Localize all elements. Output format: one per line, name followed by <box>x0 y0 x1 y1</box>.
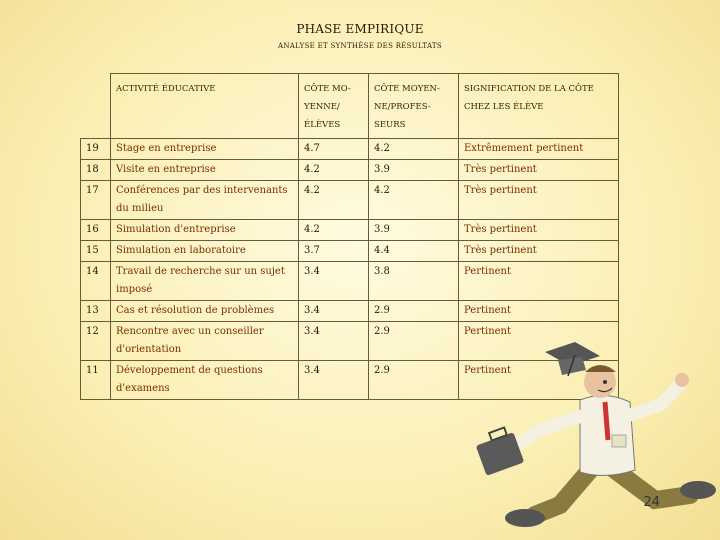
cell-profs: 2.9 <box>369 361 459 400</box>
cell-rank: 17 <box>81 181 111 220</box>
cell-signification: Très pertinent <box>459 181 619 220</box>
cell-profs: 4.2 <box>369 181 459 220</box>
table-row <box>81 181 619 220</box>
cell-eleves: 4.7 <box>299 139 369 160</box>
header-profs: CÔTE MOYEN- NE/PROFES- SEURS <box>369 74 459 139</box>
head-shape <box>584 365 616 398</box>
cell-eleves: 3.4 <box>299 262 369 301</box>
header-activity: ACTIVITÉ ÉDUCATIVE <box>111 74 299 139</box>
cell-profs: 3.9 <box>369 160 459 181</box>
cell-signification: Extrêmement pertinent <box>459 139 619 160</box>
legs-shape <box>505 470 716 527</box>
cell-rank: 19 <box>81 139 111 160</box>
cell-activity: Développement de questions d'examens <box>111 361 299 400</box>
table-header-row <box>81 74 619 139</box>
cell-profs: 3.8 <box>369 262 459 301</box>
cell-eleves: 3.4 <box>299 301 369 322</box>
cell-activity: Rencontre avec un conseiller d'orientation <box>111 322 299 361</box>
cell-activity: Conférences par des intervenants du milieu <box>111 181 299 220</box>
cell-profs: 4.4 <box>369 241 459 262</box>
cell-activity: Simulation en laboratoire <box>111 241 299 262</box>
header-signification: SIGNIFICATION DE LA CÔTE CHEZ LES ÉLÈVE <box>459 74 619 139</box>
page-number: 24 <box>643 495 660 510</box>
page-title: PHASE EMPIRIQUE <box>296 22 424 36</box>
table-row <box>81 301 619 322</box>
cell-rank: 14 <box>81 262 111 301</box>
cell-activity: Travail de recherche sur un sujet imposé <box>111 262 299 301</box>
cell-activity: Stage en entreprise <box>111 139 299 160</box>
header-rank <box>81 74 111 139</box>
briefcase-icon <box>476 428 525 476</box>
cell-signification: Très pertinent <box>459 241 619 262</box>
cell-eleves: 3.7 <box>299 241 369 262</box>
cell-profs: 2.9 <box>369 322 459 361</box>
cell-eleves: 3.4 <box>299 361 369 400</box>
header-eleves: CÔTE MO- YENNE/ ÉLÈVES <box>299 74 369 139</box>
body-shape <box>580 395 635 475</box>
table-row <box>81 160 619 181</box>
cell-rank: 12 <box>81 322 111 361</box>
cell-profs: 4.2 <box>369 139 459 160</box>
cell-rank: 11 <box>81 361 111 400</box>
cell-rank: 16 <box>81 220 111 241</box>
page-subtitle: ANALYSE ET SYNTHÈSE DES RÉSULTATS <box>278 42 442 50</box>
table-row <box>81 262 619 301</box>
cell-activity: Simulation d'entreprise <box>111 220 299 241</box>
running-man-illustration <box>440 330 720 530</box>
cell-eleves: 3.4 <box>299 322 369 361</box>
cell-activity: Visite en entreprise <box>111 160 299 181</box>
cell-signification: Très pertinent <box>459 220 619 241</box>
cell-eleves: 4.2 <box>299 181 369 220</box>
cell-rank: 15 <box>81 241 111 262</box>
cell-signification: Pertinent <box>459 322 619 361</box>
table-row <box>81 241 619 262</box>
cell-signification: Très pertinent <box>459 160 619 181</box>
cell-signification: Pertinent <box>459 301 619 322</box>
cell-eleves: 4.2 <box>299 160 369 181</box>
cell-eleves: 4.2 <box>299 220 369 241</box>
table-row <box>81 139 619 160</box>
cell-signification: Pertinent <box>459 361 619 400</box>
cell-activity: Cas et résolution de problèmes <box>111 301 299 322</box>
cell-signification: Pertinent <box>459 262 619 301</box>
cell-profs: 3.9 <box>369 220 459 241</box>
table-row <box>81 220 619 241</box>
cell-rank: 18 <box>81 160 111 181</box>
cell-rank: 13 <box>81 301 111 322</box>
cell-profs: 2.9 <box>369 301 459 322</box>
